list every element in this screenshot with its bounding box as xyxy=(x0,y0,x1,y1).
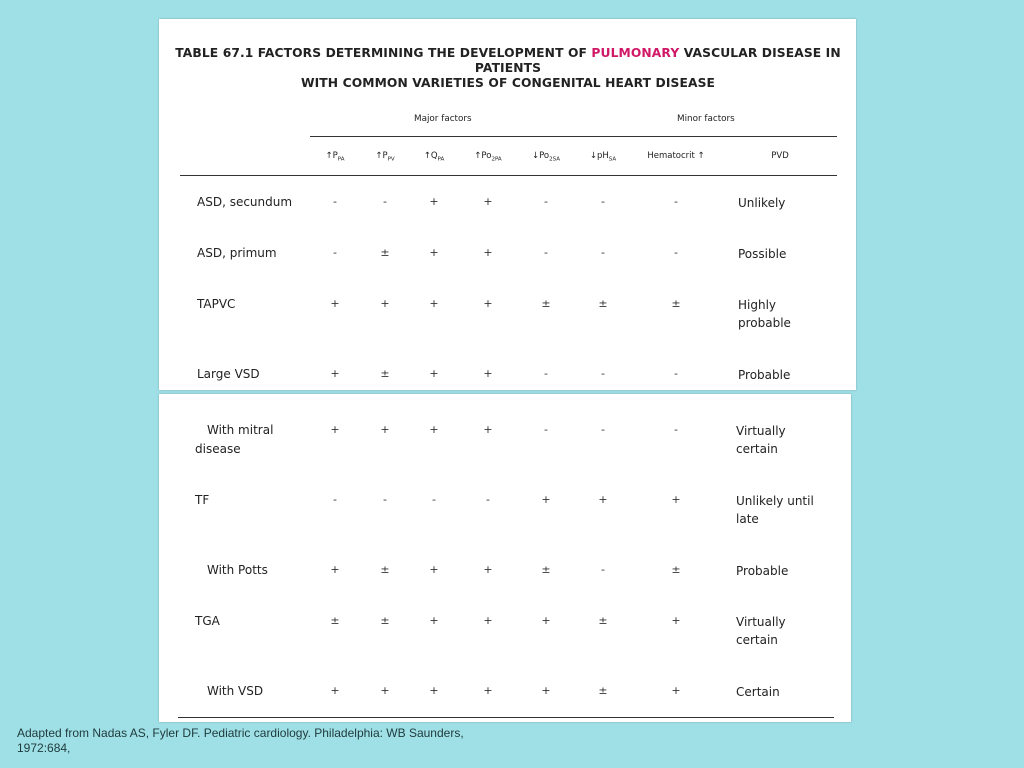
table-cell: + xyxy=(671,493,681,506)
row-label-tf: TF xyxy=(195,493,210,507)
table-cell: ± xyxy=(541,563,551,576)
column-header-text: Hematocrit ↑ xyxy=(647,151,705,161)
table-cell: + xyxy=(541,493,551,506)
table-cell: + xyxy=(598,493,608,506)
table-cell: + xyxy=(671,614,681,627)
pvd-value-large-vsd: Probable xyxy=(738,368,791,382)
title-line-2: WITH COMMON VARIETIES OF CONGENITAL HEART DISEASE xyxy=(300,76,716,90)
column-header-subscript: 2SA xyxy=(549,156,560,163)
table-cell: - xyxy=(544,367,548,380)
table-cell: + xyxy=(483,614,493,627)
table-cell: ± xyxy=(598,614,608,627)
column-header-text: ↑Q xyxy=(423,151,438,161)
column-header-text: ↓pH xyxy=(589,151,609,161)
minor-factors-label: Minor factors xyxy=(677,114,735,124)
row-label-with-vsd: With VSD xyxy=(207,684,264,698)
column-header-8 xyxy=(740,151,820,161)
table-cell: - xyxy=(601,563,605,576)
table-cell: + xyxy=(429,297,439,310)
table-cell: - xyxy=(674,246,678,259)
table-cell: - xyxy=(601,367,605,380)
table-cell: - xyxy=(383,493,387,506)
table-cell: + xyxy=(429,614,439,627)
table-cell: + xyxy=(429,367,439,380)
table-cell: + xyxy=(429,423,439,436)
table-bottom-rule xyxy=(178,717,834,718)
table-cell: + xyxy=(483,684,493,697)
column-header-subscript: PA xyxy=(437,156,445,163)
column-header-6 xyxy=(563,151,643,163)
row-label-tapvc: TAPVC xyxy=(197,297,236,311)
row-label-with-potts: With Potts xyxy=(207,563,268,577)
table-cell: ± xyxy=(380,563,390,576)
table-cell: - xyxy=(674,195,678,208)
table-cell: + xyxy=(330,684,340,697)
table-cell: + xyxy=(380,423,390,436)
table-cell: - xyxy=(544,246,548,259)
table-cell: - xyxy=(333,493,337,506)
column-header-text: ↑Po xyxy=(474,151,492,161)
table-cell: + xyxy=(330,423,340,436)
row-label-asd-secundum: ASD, secundum xyxy=(197,195,293,209)
table-cell: - xyxy=(674,367,678,380)
table-cell: - xyxy=(333,246,337,259)
table-cell: + xyxy=(483,195,493,208)
table-cell: + xyxy=(483,297,493,310)
table-cell: ± xyxy=(671,563,681,576)
pvd-value-with-potts: Probable xyxy=(736,564,789,578)
table-cell: + xyxy=(330,367,340,380)
pvd-value-with-vsd: Certain xyxy=(736,685,780,699)
title-suffix: VASCULAR DISEASE IN PATIENTS xyxy=(474,46,841,75)
table-cell: - xyxy=(544,423,548,436)
table-cell: + xyxy=(483,246,493,259)
row-label-with-mitral-disease: With mitral disease xyxy=(195,423,274,456)
table-cell: + xyxy=(483,423,493,436)
table-cell: + xyxy=(483,367,493,380)
table-cell: - xyxy=(544,195,548,208)
pvd-value-with-mitral-disease: Virtually certain xyxy=(736,424,786,456)
table-cell: + xyxy=(541,684,551,697)
column-header-rule xyxy=(180,175,837,176)
column-header-text: ↑P xyxy=(325,151,338,161)
column-header-subscript: 2PA xyxy=(491,156,502,163)
column-header-subscript: SA xyxy=(608,156,617,163)
pvd-value-tga: Virtually certain xyxy=(736,615,786,647)
table-cell: + xyxy=(330,297,340,310)
row-label-large-vsd: Large VSD xyxy=(197,367,260,381)
table-cell: - xyxy=(333,195,337,208)
pvd-value-tapvc: Highly probable xyxy=(738,298,791,330)
major-factors-label: Major factors xyxy=(414,114,472,124)
table-cell: ± xyxy=(541,297,551,310)
pvd-value-tf: Unlikely until late xyxy=(736,494,814,526)
row-label-tga: TGA xyxy=(195,614,220,628)
table-cell: ± xyxy=(330,614,340,627)
row-label-asd-primum: ASD, primum xyxy=(197,246,277,260)
table-cell: + xyxy=(330,563,340,576)
column-header-text: ↓Po xyxy=(531,151,550,161)
table-cell: ± xyxy=(598,684,608,697)
table-cell: + xyxy=(541,614,551,627)
title-prefix: TABLE 67.1 FACTORS DETERMINING THE DEVELOPMENT OF xyxy=(175,46,592,60)
table-cell: - xyxy=(601,195,605,208)
group-header-rule xyxy=(310,136,837,137)
pvd-value-asd-primum: Possible xyxy=(738,247,787,261)
pvd-value-asd-secundum: Unlikely xyxy=(738,196,786,210)
table-cell: + xyxy=(429,246,439,259)
column-header-7 xyxy=(636,151,716,161)
table-cell: - xyxy=(601,423,605,436)
column-header-subscript: PA xyxy=(337,156,345,163)
table-title xyxy=(170,46,846,91)
table-cell: + xyxy=(429,563,439,576)
table-cell: + xyxy=(380,297,390,310)
table-cell: + xyxy=(671,684,681,697)
table-cell: + xyxy=(429,195,439,208)
table-cell: + xyxy=(483,563,493,576)
table-cell: ± xyxy=(598,297,608,310)
table-cell: + xyxy=(429,684,439,697)
table-cell: - xyxy=(383,195,387,208)
table-cell: + xyxy=(380,684,390,697)
column-header-text: ↑P xyxy=(375,151,388,161)
table-cell: ± xyxy=(380,246,390,259)
table-cell: ± xyxy=(380,367,390,380)
source-footnote: Adapted from Nadas AS, Fyler DF. Pediatric cardiology. Philadelphia: WB Saunders, 1972:684, xyxy=(17,726,464,755)
table-cell: - xyxy=(674,423,678,436)
table-cell: - xyxy=(486,493,490,506)
title-highlight: PULMONARY xyxy=(591,46,680,60)
table-cell: - xyxy=(601,246,605,259)
column-header-subscript: PV xyxy=(387,156,395,163)
table-cell: - xyxy=(432,493,436,506)
column-header-text: PVD xyxy=(771,151,789,161)
table-cell: ± xyxy=(380,614,390,627)
table-cell: ± xyxy=(671,297,681,310)
